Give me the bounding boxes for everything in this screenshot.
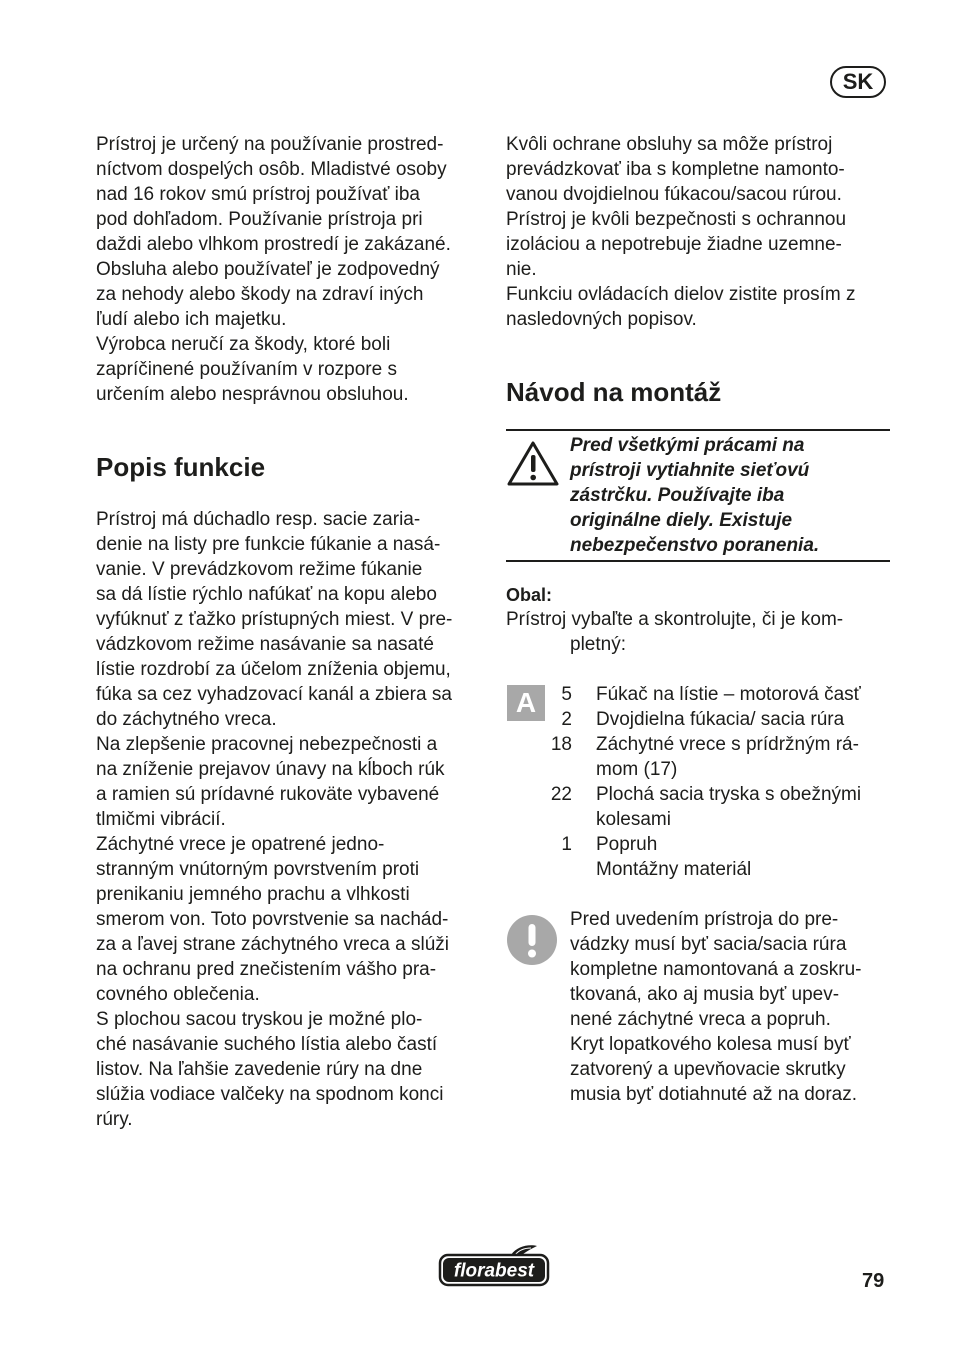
part-line: Dvojdielna fúkacia/ sacia rúra <box>596 709 845 730</box>
note-line: Pred uvedením prístroja do pre- <box>570 909 839 930</box>
warning-line: prístroji vytiahnite sieťovú <box>570 460 810 481</box>
figure-label-a: A <box>507 685 545 721</box>
page-number: 79 <box>862 1270 885 1292</box>
warning-line: zástrčku. Používajte iba <box>570 485 785 506</box>
obal-line: Prístroj vybaľte a skontrolujte, či je kom- <box>506 609 844 630</box>
text-line: izoláciou a nepotrebuje žiadne uzemne- <box>506 234 842 255</box>
warning-text <box>570 433 880 558</box>
note-line: musia byť dotiahnuté až na doraz. <box>570 1084 858 1105</box>
text-line: za nehody alebo škody na zdraví iných <box>96 284 424 305</box>
exclamation-circle-icon <box>507 915 557 965</box>
text-line: sa dá lístie rýchlo nafúkať na kopu alebo <box>96 584 437 605</box>
text-line: vanou dvojdielnou fúkacou/sacou rúrou. <box>506 184 842 205</box>
part-line: mom (17) <box>596 759 678 780</box>
text-line: Prístroj je určený na používanie prostred- <box>96 134 444 155</box>
list-item <box>540 682 890 707</box>
text-line: prevádzkovať iba s kompletne namonto- <box>506 159 845 180</box>
part-line: Plochá sacia tryska s obežnými <box>596 784 862 805</box>
text-line: Záchytné vrece je opatrené jedno- <box>96 834 385 855</box>
list-item <box>540 832 890 882</box>
note-line: kompletne namontovaná a zoskru- <box>570 959 862 980</box>
text-line: stranným vnútorným povrstvením proti <box>96 859 420 880</box>
text-line: nasledovných popisov. <box>506 309 697 330</box>
text-line: tlmičmi vibrácií. <box>96 809 226 830</box>
warning-line: nebezpečenstvo poranenia. <box>570 535 820 556</box>
part-line: kolesami <box>596 809 671 830</box>
text-line: prenikaniu jemného prachu a vlhkosti <box>96 884 410 905</box>
text-line: vanie. V prevádzkovom režime fúkanie <box>96 559 423 580</box>
text-line: na ochranu pred znečistením vášho pra- <box>96 959 437 980</box>
part-number: 2 <box>561 709 572 730</box>
text-line: a ramien sú prídavné rukoväte vybavené <box>96 784 440 805</box>
text-line: Prístroj má dúchadlo resp. sacie zaria- <box>96 509 421 530</box>
part-line: Popruh <box>596 834 658 855</box>
text-line: slúžia vodiace valčeky na spodnom konci <box>96 1084 444 1105</box>
part-line: Záchytné vrece s prídržným rá- <box>596 734 859 755</box>
part-description <box>596 732 859 782</box>
text-line: ché nasávanie suchého lístia alebo častí <box>96 1034 438 1055</box>
obal-line: pletný: <box>570 634 626 655</box>
text-line: rúry. <box>96 1109 133 1130</box>
right-intro <box>506 132 890 332</box>
left-intro-paragraph <box>96 132 486 407</box>
text-line: Kvôli ochrane obsluhy sa môže prístroj <box>506 134 833 155</box>
text-line: do záchytného vreca. <box>96 709 277 730</box>
part-description <box>596 782 861 832</box>
text-line: lístie rozdrobí za účelom zníženia objemu, <box>96 659 451 680</box>
text-line: Prístroj je kvôli bezpečnosti s ochrannou <box>506 209 847 230</box>
part-description <box>596 682 861 707</box>
part-description <box>596 832 751 882</box>
warning-box <box>506 429 890 562</box>
text-line: S plochou sacou tryskou je možné plo- <box>96 1009 423 1030</box>
text-line: listov. Na ľahšie zavedenie rúry na dne <box>96 1059 423 1080</box>
text-line: covného oblečenia. <box>96 984 260 1005</box>
text-line: Na zlepšenie pracovnej nebezpečnosti a <box>96 734 438 755</box>
text-line: ľudí alebo ich majetku. <box>96 309 287 330</box>
note-text <box>570 907 892 1107</box>
part-description <box>596 707 844 732</box>
function-paragraph <box>96 507 486 1132</box>
part-number: 5 <box>561 684 572 705</box>
note-line: Kryt lopatkového kolesa musí byť <box>570 1034 851 1055</box>
warning-triangle-icon <box>506 439 560 487</box>
list-item <box>540 707 890 732</box>
note-line: zatvorený a upevňovacie skrutky <box>570 1059 846 1080</box>
obal-text <box>506 607 886 657</box>
text-line: fúka sa cez vyhadzovací kanál a zbiera sa <box>96 684 452 705</box>
text-line: Obsluha alebo používateľ je zodpovedný <box>96 259 440 280</box>
part-line: Montážny materiál <box>596 859 752 880</box>
section-heading-navod-na-montaz: Návod na montáž <box>506 377 722 407</box>
part-number: 22 <box>550 784 572 805</box>
language-badge: SK <box>830 66 886 98</box>
left-intro <box>96 132 486 407</box>
function-description <box>96 507 486 1132</box>
section-heading-popis-funkcie: Popis funkcie <box>96 452 266 482</box>
note-line: nené záchytné vreca a popruh. <box>570 1009 831 1030</box>
text-line: denie na listy pre funkcie fúkanie a nasá- <box>96 534 441 555</box>
text-line: níctvom dospelých osôb. Mladistvé osoby <box>96 159 447 180</box>
text-line: zapríčinené používaním v rozpore s <box>96 359 397 380</box>
text-line: daždi alebo vlhkom prostredí je zakázané. <box>96 234 451 255</box>
parts-list <box>540 682 890 882</box>
list-item <box>540 782 890 832</box>
part-number: 1 <box>561 834 572 855</box>
text-line: vádzkovom režime nasávanie sa nasaté <box>96 634 434 655</box>
right-intro-paragraph <box>506 132 890 332</box>
brand-logo <box>437 1243 551 1289</box>
text-line: vyfúknuť z ťažko prístupných miest. V pre- <box>96 609 453 630</box>
text-line: smerom von. Toto povrstvenie sa nachád- <box>96 909 449 930</box>
obal-heading: Obal: <box>506 585 553 605</box>
text-line: určením alebo nesprávnou obsluhou. <box>96 384 409 405</box>
warning-line: Pred všetkými prácami na <box>570 435 805 456</box>
list-item <box>540 732 890 782</box>
text-line: na zníženie prejavov únavy na kĺboch rúk <box>96 759 445 780</box>
text-line: za a ľavej strane záchytného vreca a slúži <box>96 934 450 955</box>
text-line: nad 16 rokov smú prístroj používať iba <box>96 184 420 205</box>
text-line: Výrobca neručí za škody, ktoré boli <box>96 334 391 355</box>
note-line: vádzky musí byť sacia/sacia rúra <box>570 934 847 955</box>
text-line: nie. <box>506 259 537 280</box>
warning-line: originálne diely. Existuje <box>570 510 793 531</box>
part-line: Fúkač na lístie – motorová časť <box>596 684 861 705</box>
note-line: tkovaná, ako aj musia byť upev- <box>570 984 840 1005</box>
text-line: pod dohľadom. Používanie prístroja pri <box>96 209 423 230</box>
text-line: Funkciu ovládacích dielov zistite prosím z <box>506 284 856 305</box>
part-number: 18 <box>550 734 572 755</box>
brand-logo-text: florabest <box>453 1260 535 1282</box>
